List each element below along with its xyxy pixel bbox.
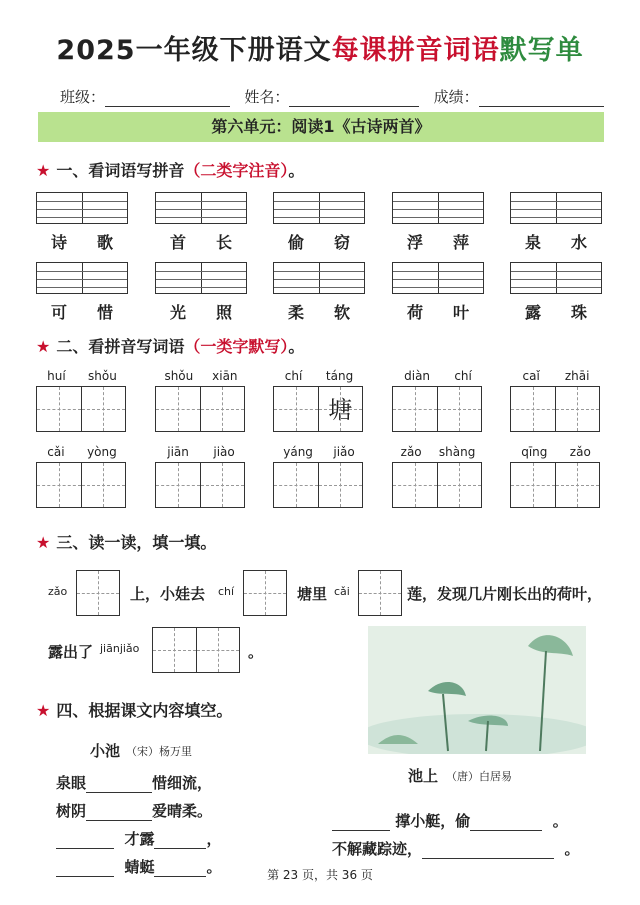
name-blank[interactable] (289, 92, 419, 107)
word-box[interactable] (152, 627, 240, 673)
star-icon: ★ (36, 701, 51, 720)
word: 泉 水 (524, 233, 587, 252)
pinyin-box[interactable] (155, 192, 247, 224)
poem1-author: （宋）杨万里 (126, 745, 192, 758)
poem2-line2: 不解藏踪迹， 。 (332, 840, 580, 858)
poem2-author: （唐）白居易 (446, 770, 512, 783)
text: 露出了 (48, 643, 94, 661)
word-box[interactable] (273, 462, 363, 508)
poem2-title: 池上 (408, 767, 439, 785)
star-icon: ★ (36, 533, 51, 552)
word-box[interactable] (36, 462, 126, 508)
word-box[interactable] (392, 386, 482, 432)
pinyin-box[interactable] (392, 262, 484, 294)
poem1-line3: 才露 ， (56, 828, 221, 849)
word-box[interactable] (392, 462, 482, 508)
pinyin: cǎi yòng (47, 445, 117, 459)
pinyin-box[interactable] (273, 192, 365, 224)
word-box[interactable]: 塘 (273, 386, 363, 432)
word-box[interactable] (510, 386, 600, 432)
word: 诗 歌 (50, 233, 113, 252)
text: 。 (248, 643, 264, 661)
pinyin: huí shǒu (47, 369, 117, 383)
poem1-line1: 泉眼 惜细流， (56, 774, 213, 792)
score-blank[interactable] (479, 92, 604, 107)
word-box[interactable] (155, 462, 245, 508)
word: 光 照 (169, 303, 232, 322)
word: 可 惜 (50, 303, 113, 322)
word: 露 珠 (524, 303, 587, 322)
pinyin-jianjiao: jiānjiǎo (100, 642, 140, 655)
pinyin-chi: chí (218, 585, 235, 598)
poem1-line2: 树阴 爱晴柔。 (56, 802, 213, 820)
pond-illustration (368, 626, 586, 754)
unit-banner: 第六单元：阅读1《古诗两首》 (38, 112, 604, 142)
section2-heading: ★ 二、看拼音写词语（一类字默写）。 (36, 337, 305, 356)
pinyin-cai: cǎi (334, 585, 350, 598)
pinyin-box[interactable] (510, 262, 602, 294)
pinyin-box[interactable] (36, 262, 128, 294)
student-info: 班级： 姓名： 成绩： (60, 86, 604, 107)
star-icon: ★ (36, 161, 51, 180)
class-blank[interactable] (105, 92, 230, 107)
pinyin: diàn chí (404, 369, 472, 383)
word: 首 长 (169, 233, 232, 252)
word-box[interactable] (36, 386, 126, 432)
pinyin-box[interactable] (36, 192, 128, 224)
page-footer: 第 23 页，共 36 页 (267, 868, 373, 882)
text: 莲，发现几片刚长出的荷叶， (407, 585, 603, 603)
char-box[interactable] (76, 570, 120, 616)
poem1-title: 小池 (90, 742, 121, 760)
section1-heading: ★ 一、看词语写拼音（二类字注音）。 (36, 161, 305, 180)
char-box[interactable] (358, 570, 402, 616)
pinyin: jiān jiào (167, 445, 235, 459)
word: 荷 叶 (406, 303, 469, 322)
pinyin: chí táng (284, 369, 354, 383)
section3-heading: ★ 三、读一读，填一填。 (36, 533, 217, 552)
pinyin-box[interactable] (392, 192, 484, 224)
section4-heading: ★ 四、根据课文内容填空。 (36, 701, 233, 720)
pinyin: qīng zǎo (521, 445, 591, 459)
pinyin: zǎo shàng (400, 445, 476, 459)
text: 塘里 (297, 585, 328, 603)
char-box[interactable] (243, 570, 287, 616)
pinyin-box[interactable] (155, 262, 247, 294)
page-title: 2025一年级下册语文每课拼音词语默写单 (56, 35, 584, 66)
pinyin: yáng jiǎo (283, 445, 355, 459)
poem1-line4: 蜻蜓 。 (56, 856, 221, 877)
pinyin-box[interactable] (510, 192, 602, 224)
word: 浮 萍 (406, 233, 469, 252)
pinyin-zao: zǎo (48, 585, 68, 598)
word: 柔 软 (287, 303, 350, 322)
text: 上，小娃去 (130, 585, 206, 603)
pinyin: caǐ zhāi (522, 369, 590, 383)
word-box[interactable] (510, 462, 600, 508)
star-icon: ★ (36, 337, 51, 356)
poem2-line1: 撑小艇，偷 。 (332, 810, 568, 831)
pinyin: shǒu xiān (164, 369, 238, 383)
word-box[interactable] (155, 386, 245, 432)
word: 偷 窃 (287, 233, 350, 252)
pinyin-box[interactable] (273, 262, 365, 294)
